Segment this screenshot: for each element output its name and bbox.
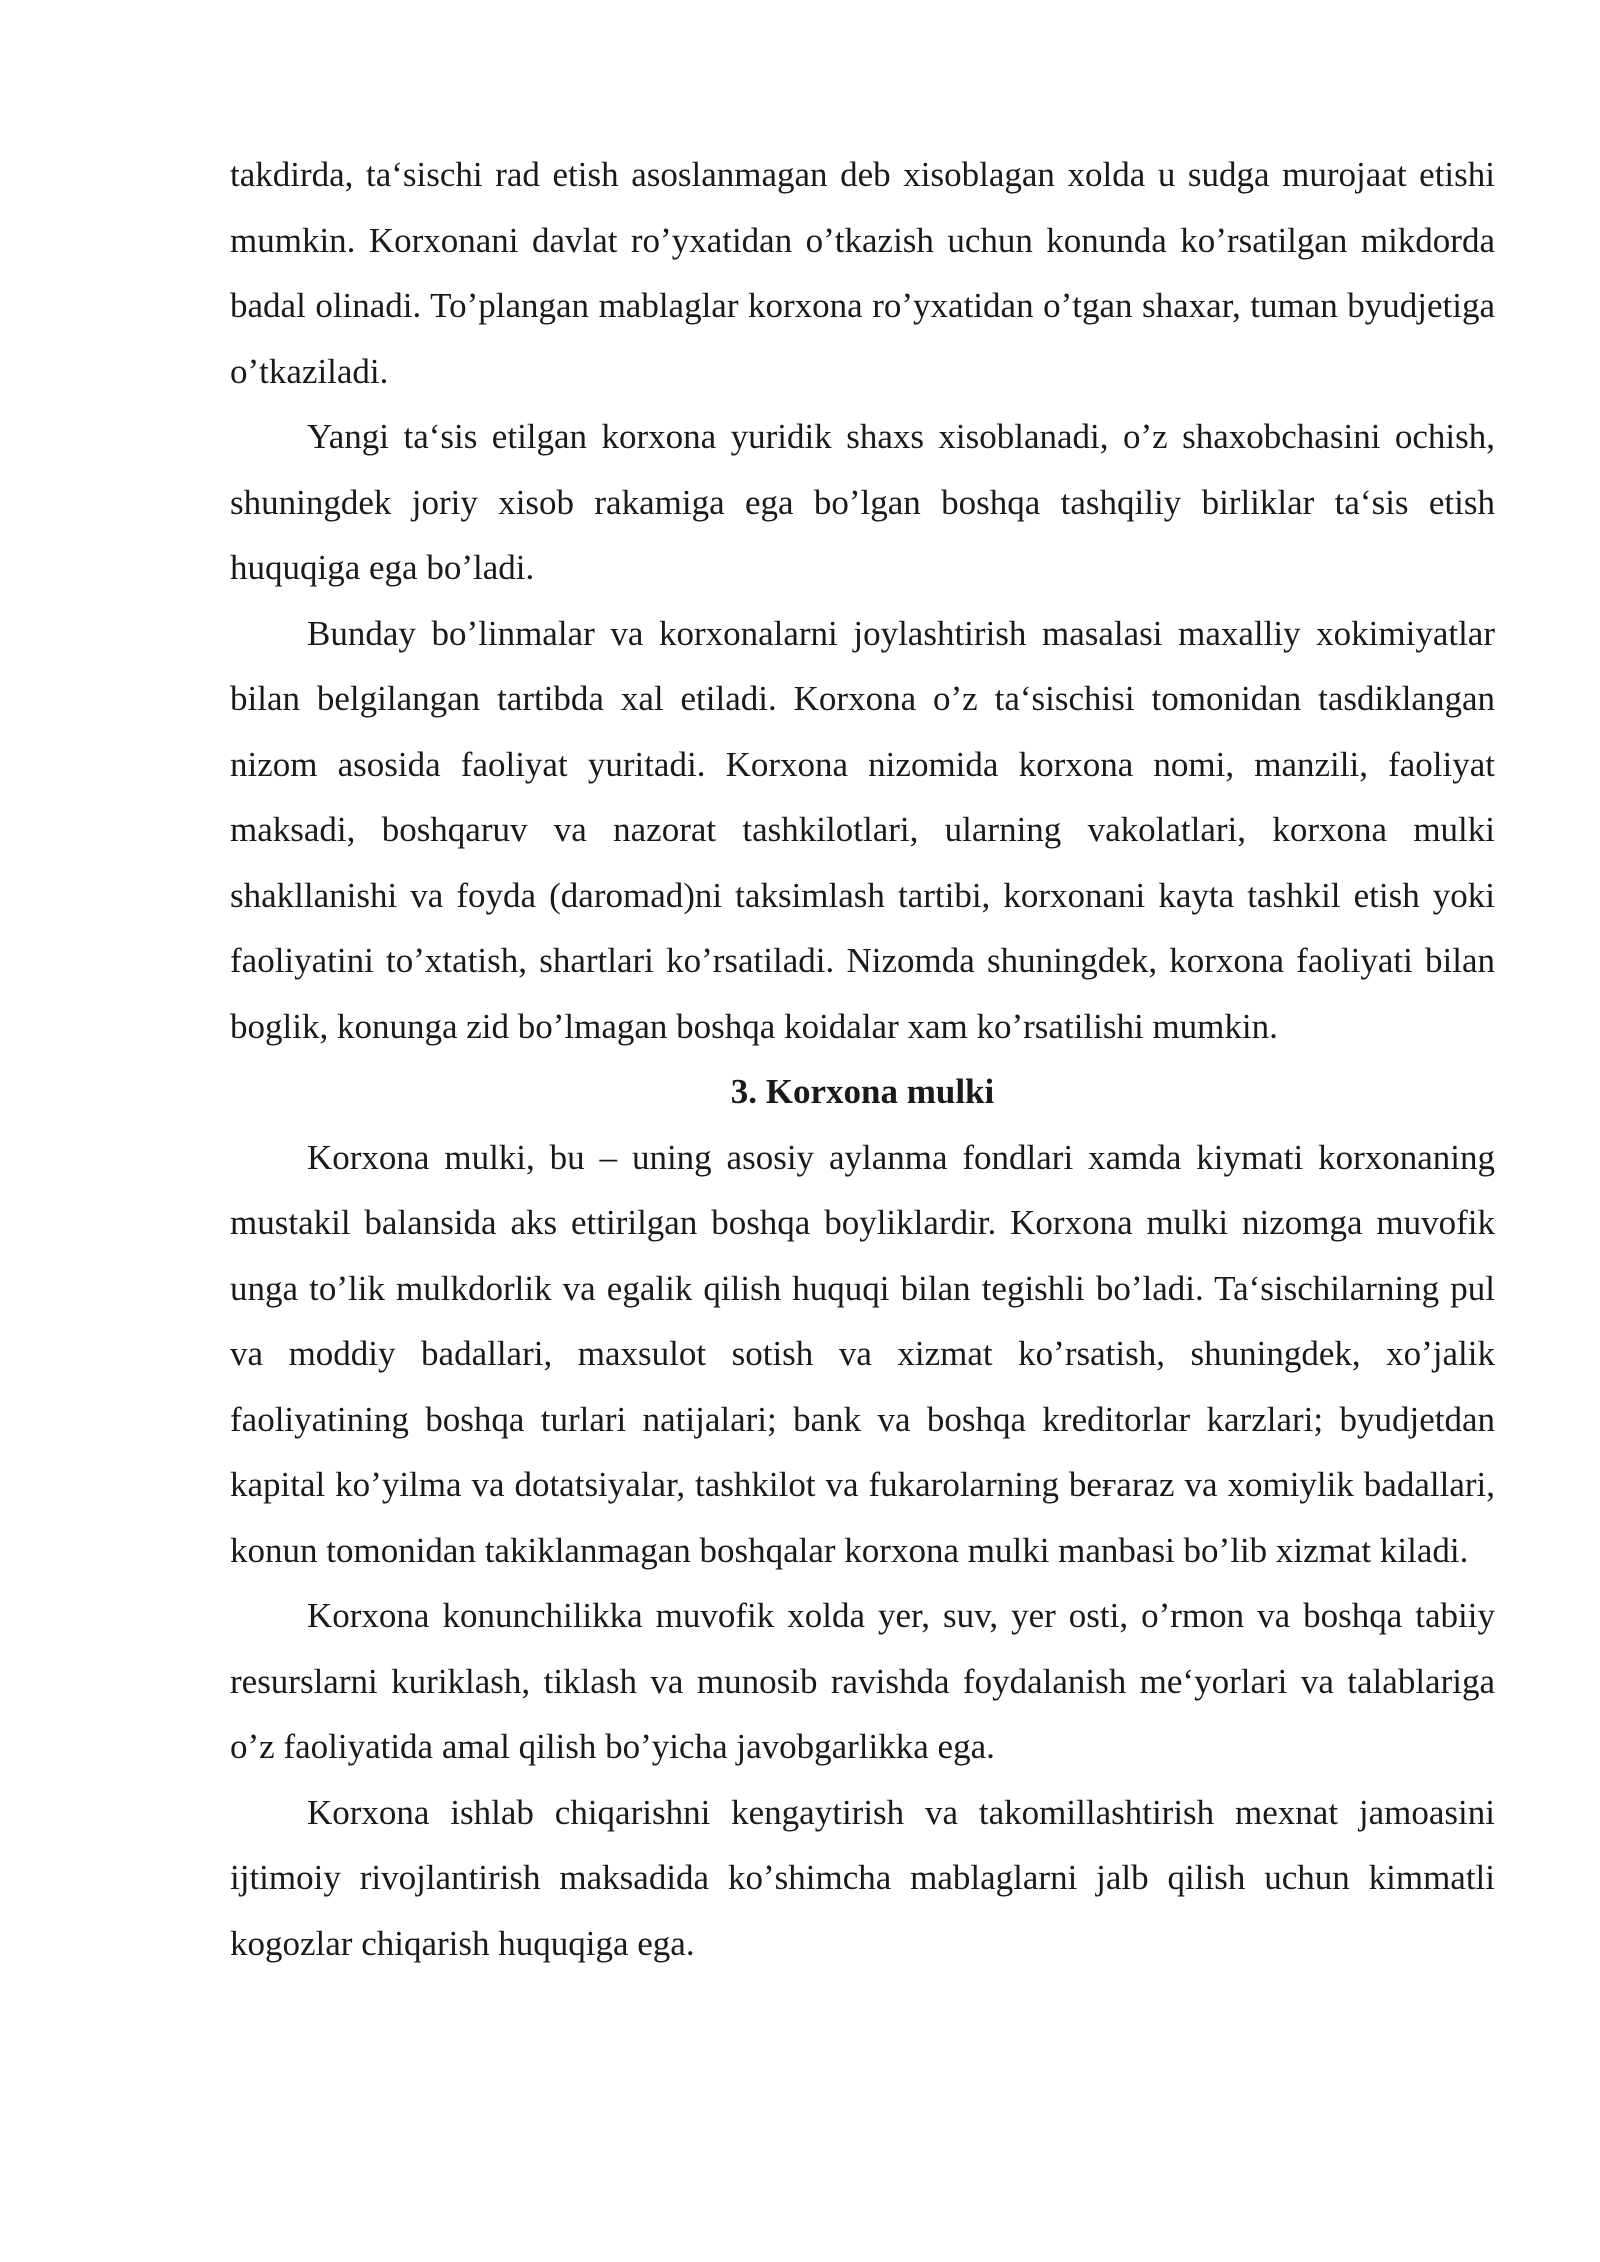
document-page (230, 142, 1495, 1976)
paragraph-charter: Bunday boʼlinmalar va korxonalarni joylashtirish masalasi maxalliy xokimiyatlar bilan belgilangan tartibda xal etiladi. Korxona oʼz taʻsischisi tomonidan tasdiklangan nizom asosida faoliyat yuritadi. Korxona nizomida korxona nomi, manzili, faoliyat maksadi, boshqaruv va nazorat tashkilotlari, ularning vakolatlari, korxona mulki shakllanishi va foyda (daromad)ni taksimlash tartibi, korxonani kayta tashkil etish yoki faoliyatini toʼxtatish, shartlari koʼrsatiladi. Nizomda shuningdek, korxona faoliyati bilan boglik, konunga zid boʼlmagan boshqa koidalar xam koʼrsatilishi mumkin. (230, 613, 1495, 1046)
paragraph-registration-fee: takdirda, taʻsischi rad etish asoslanmagan deb xisoblagan xolda u sudga murojaat etishi mumkin. Korxonani davlat roʼyxatidan oʼtkazish uchun konunda koʼrsatilgan mikdorda badal olinadi. Toʼplangan mablaglar korxona roʼyxatidan oʼtgan shaxar, tuman byudjetiga oʼtkaziladi. (230, 155, 1495, 391)
paragraph-securities: Korxona ishlab chiqarishni kengaytirish va takomillashtirish mexnat jamoasini ijtimoiy rivojlantirish maksadida koʼshimcha mablaglarni jalb qilish uchun kimmatli kogozlar chiqarish huquqiga ega. (230, 1792, 1495, 1963)
paragraph-legal-entity: Yangi taʻsis etilgan korxona yuridik shaxs xisoblanadi, oʼz shaxobchasini ochish, shuningdek joriy xisob rakamiga ega boʼlgan boshqa tashqiliy birliklar taʻsis etish huquqiga ega boʼladi. (230, 417, 1495, 587)
paragraph-natural-resources: Korxona konunchilikka muvofik xolda yer, suv, yer osti, oʼrmon va boshqa tabiiy resurslarni kuriklash, tiklash va munosib ravishda foydalanish meʻyorlari va talablariga oʼz faoliyatida amal qilish boʼyicha javobgarlikka ega. (230, 1596, 1495, 1766)
section-heading: 3. Korxona mulki (730, 1072, 995, 1111)
paragraph-enterprise-property: Korxona mulki, bu – uning asosiy aylanma fondlari xamda kiymati korxonaning mustakil balansida aks ettirilgan boshqa boyliklardir. Korxona mulki nizomga muvofik unga toʼlik mulkdorlik va egalik qilish huquqi bilan tegishli boʼladi. Taʻsischilarning pul va moddiy badallari, maxsulot sotish va xizmat koʼrsatish, shuningdek, xoʼjalik faoliyatining boshqa turlari natijalari; bank va boshqa kreditorlar karzlari; byudjetdan kapital koʼyilma va dotatsiyalar, tashkilot va fukarolarning beғaraz va xomiylik badallari, konun tomonidan takiklanmagan boshqalar korxona mulki manbasi boʼlib xizmat kiladi. (230, 1137, 1495, 1570)
